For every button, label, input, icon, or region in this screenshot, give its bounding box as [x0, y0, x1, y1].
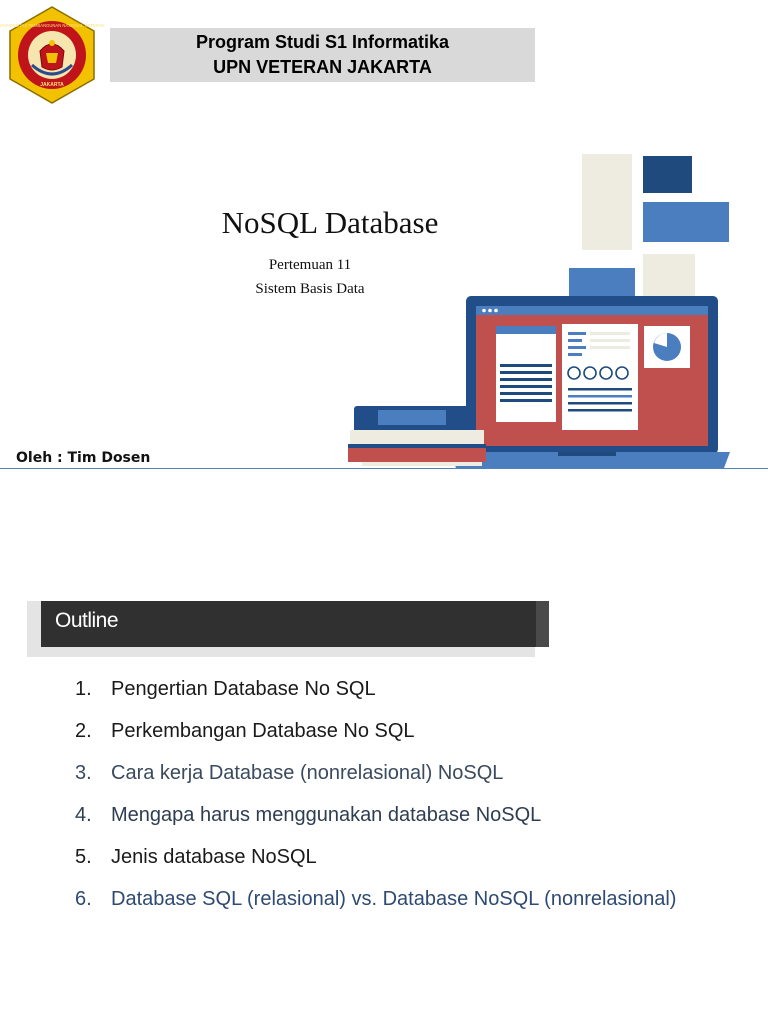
program-name: Program Studi S1 Informatika [195, 32, 450, 52]
title-slide [0, 0, 768, 500]
course-subtitle: Sistem Basis Data [255, 281, 365, 297]
outline-header-accent [536, 601, 549, 647]
outline-slide [0, 500, 768, 1024]
list-item [75, 710, 721, 752]
author-credit: Oleh : Tim Dosen [16, 450, 151, 466]
program-header [110, 28, 535, 82]
list-item-text: Cara kerja Database (nonrelasional) NoSQL [111, 762, 504, 784]
list-item [75, 794, 721, 836]
list-item [75, 836, 721, 878]
list-item [75, 668, 721, 710]
university-emblem-icon [0, 5, 105, 105]
laptop-database-illustration-icon [340, 150, 740, 470]
list-item [75, 752, 721, 794]
list-item [75, 878, 721, 920]
list-item-text: Perkembangan Database No SQL [111, 720, 415, 742]
list-item-text: Pengertian Database No SQL [111, 678, 376, 700]
meeting-subtitle: Pertemuan 11 [268, 257, 352, 273]
list-item-number: 1. [75, 678, 92, 700]
logo-ring-text: UNIVERSITAS PEMBANGUNAN NASIONAL VETERAN [0, 23, 105, 28]
list-item-number: 6. [75, 888, 92, 910]
footer-divider [0, 468, 768, 469]
outline-header [41, 601, 549, 647]
list-item-number: 4. [75, 804, 92, 826]
logo-bottom-text: JAKARTA [40, 82, 64, 88]
outline-list [75, 668, 721, 920]
list-item-number: 5. [75, 846, 92, 868]
outline-title: Outline [55, 609, 119, 632]
university-name: UPN VETERAN JAKARTA [213, 57, 432, 77]
slide-title: NoSQL Database [221, 205, 439, 240]
list-item-text: Jenis database NoSQL [111, 846, 317, 868]
list-item-text: Mengapa harus menggunakan database NoSQL [111, 804, 542, 826]
list-item-text: Database SQL (relasional) vs. Database NoSQL (nonrelasional) [111, 888, 677, 910]
list-item-number: 2. [75, 720, 92, 742]
list-item-number: 3. [75, 762, 92, 784]
